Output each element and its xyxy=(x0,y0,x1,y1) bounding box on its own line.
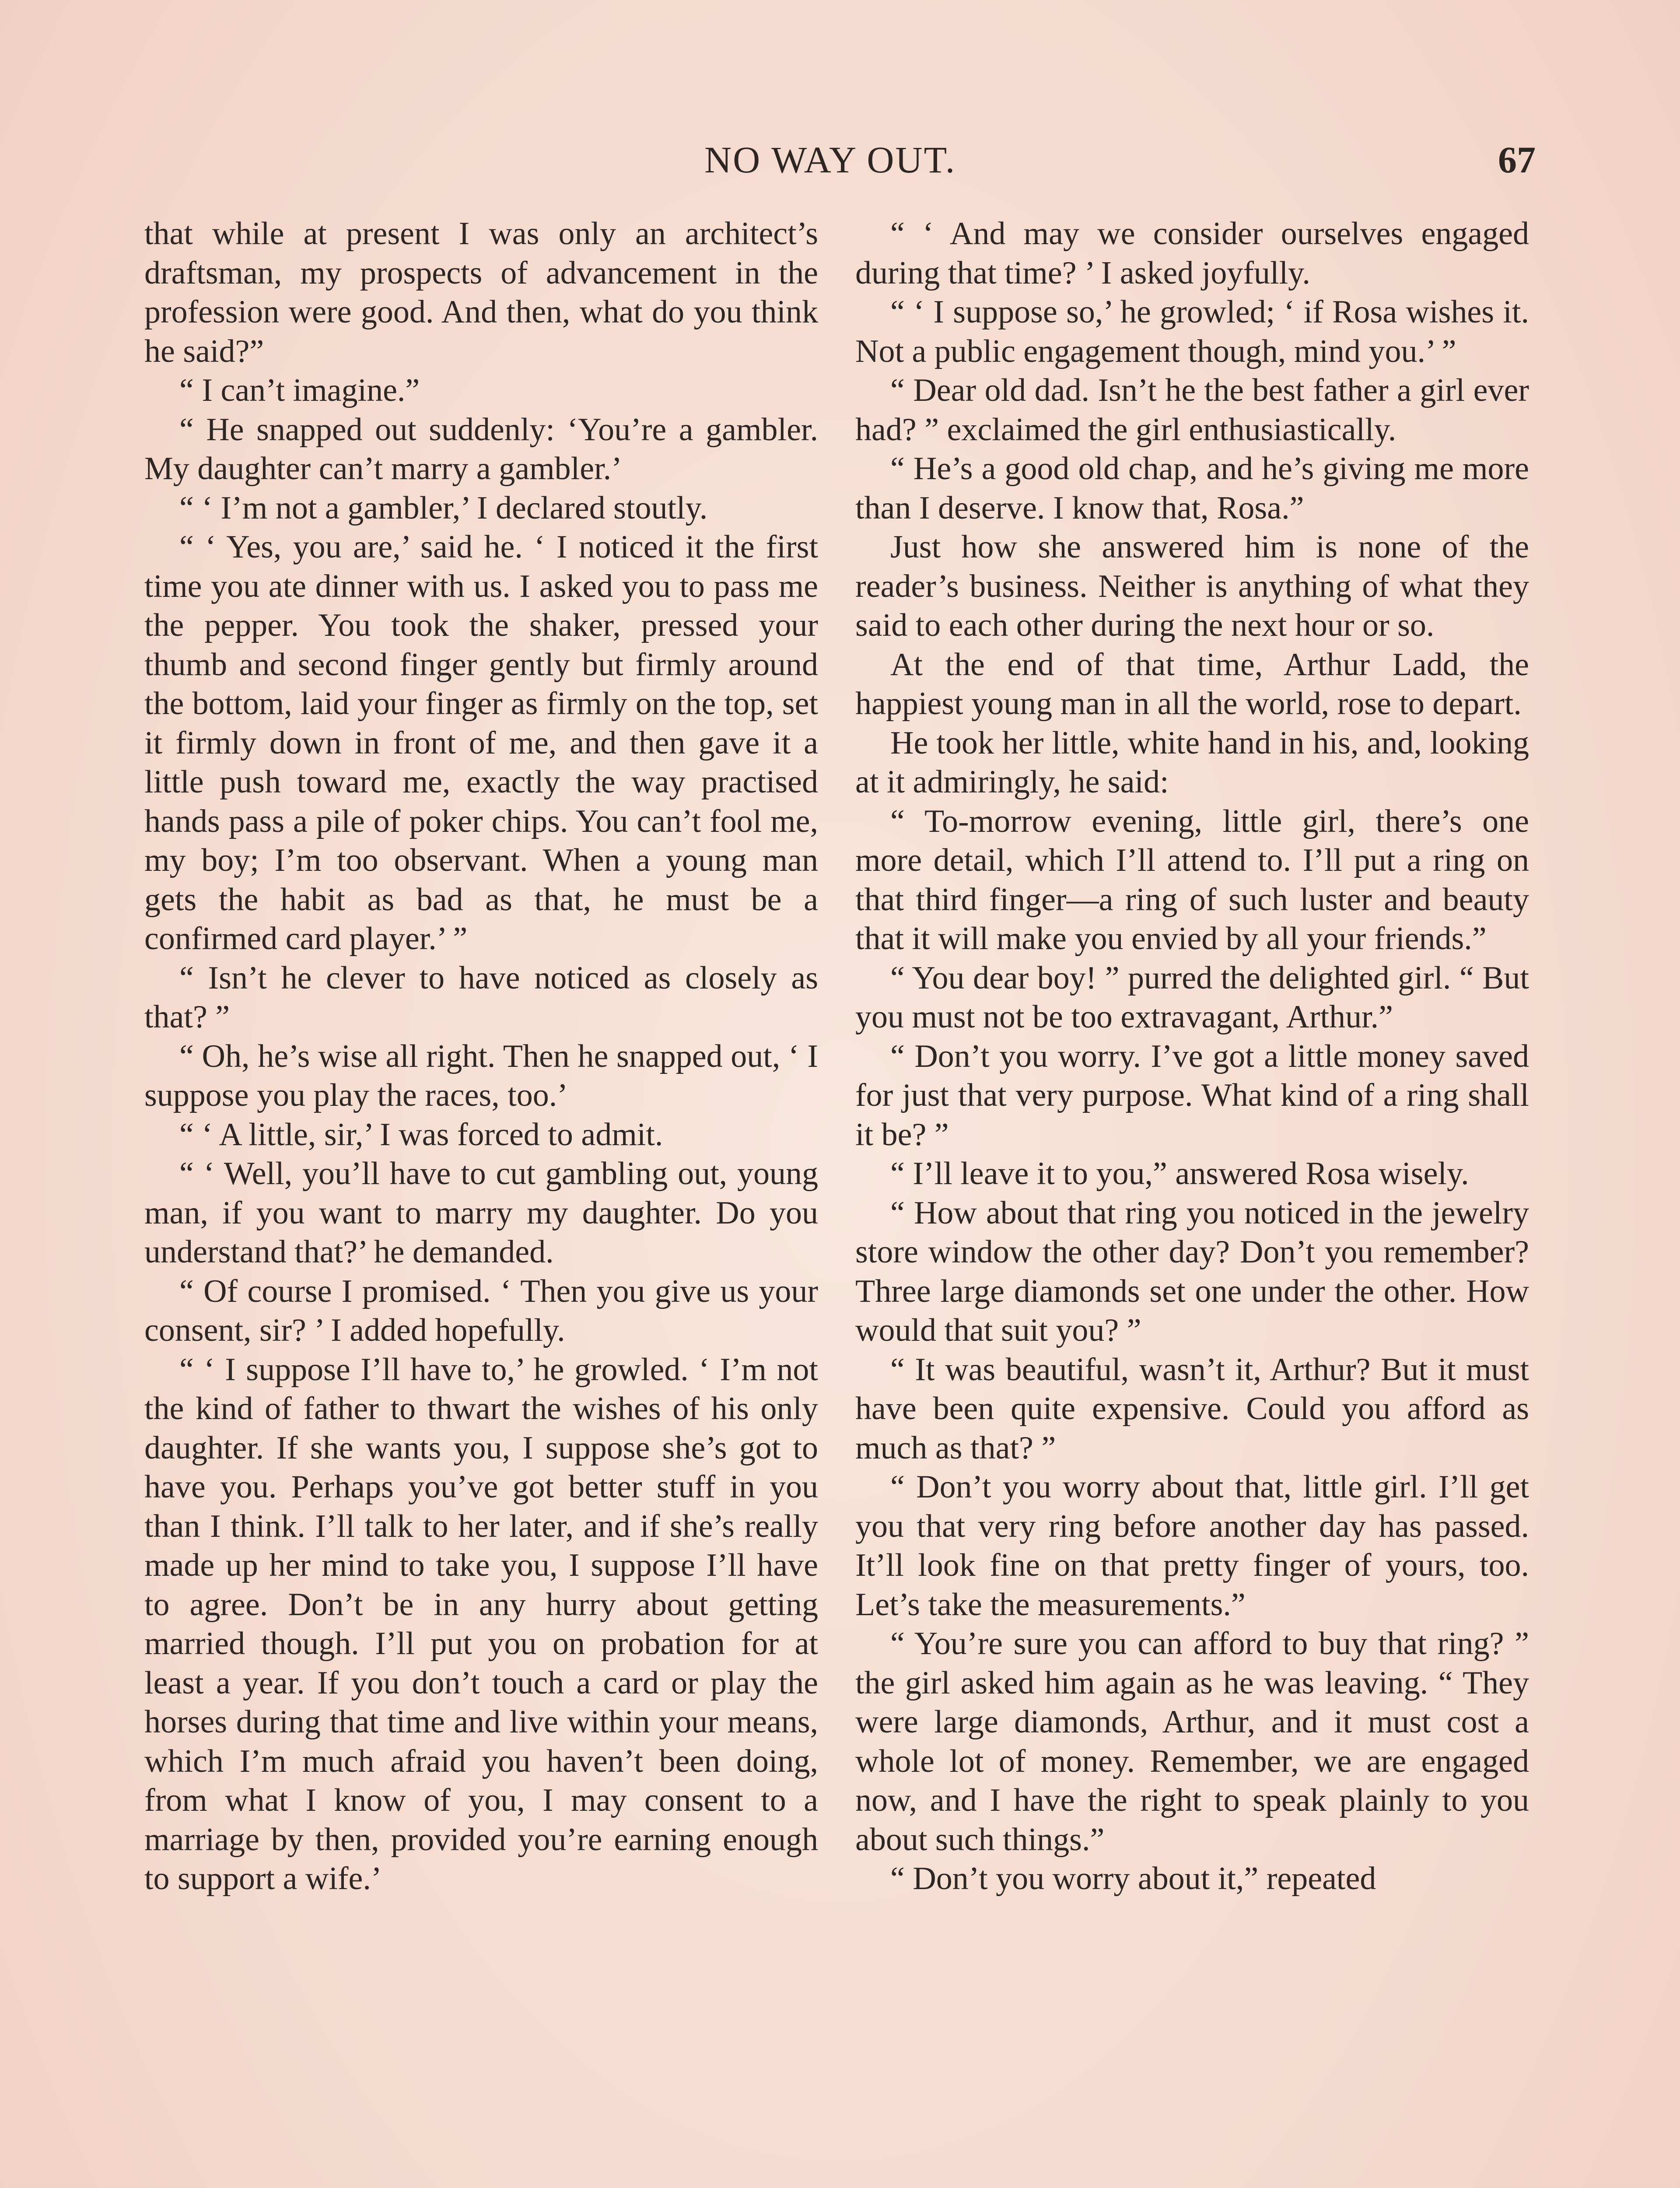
running-title: NO WAY OUT. xyxy=(704,139,956,181)
paragraph: “ Don’t you worry. I’ve got a little money saved for just that very purpose. What kind of a ring shall it be? ” xyxy=(855,1038,1529,1153)
paragraph: “ Don’t you worry about it,” repeated xyxy=(890,1861,1376,1897)
paragraph: “ It was beautiful, wasn’t it, Arthur? But it must have been quite expensive. Could you afford as much as that? ” xyxy=(855,1351,1529,1466)
paragraph: “ How about that ring you noticed in the jewelry store window the other day? Don’t you remember? Three large diamonds set one under the other. How would that suit you? ” xyxy=(855,1195,1529,1348)
paragraph: “ He’s a good old chap, and he’s giving me more than I deserve. I know that, Rosa.” xyxy=(855,451,1529,526)
paragraph: “ I’ll leave it to you,” answered Rosa wisely. xyxy=(890,1156,1469,1192)
paragraph: “ He snapped out suddenly: ‘You’re a gambler. My daughter can’t marry a gambler.’ xyxy=(144,411,818,487)
paragraph: “ ‘ Yes, you are,’ said he. ‘ I noticed it the first time you ate dinner with us. I asked you to pass me the pepper. You took the shaker, pressed your thumb and second finger gently but firmly around the bottom, laid your finger as firmly on the top, set it firmly down in front of me, and then gave it a little push toward me, exactly the way practised hands pass a pile of poker chips. You can’t fool me, my boy; I’m too observant. When a young man gets the habit as bad as that, he must be a confirmed card player.’ ” xyxy=(144,529,818,957)
paragraph: “ ‘ A little, sir,’ I was forced to admit. xyxy=(179,1116,663,1153)
paragraph: At the end of that time, Arthur Ladd, the happiest young man in all the world, rose to depart. xyxy=(855,646,1529,722)
paragraph: “ ‘ I suppose so,’ he growled; ‘ if Rosa wishes it. Not a public engagement though, mind you.’ ” xyxy=(855,294,1529,369)
right-text-column xyxy=(855,214,1529,1899)
paragraph: “ ‘ Well, you’ll have to cut gambling out, young man, if you want to marry my daughter. Do you understand that?’ he demanded. xyxy=(144,1156,818,1270)
page-number: 67 xyxy=(1498,139,1536,181)
paragraph: “ You dear boy! ” purred the delighted girl. “ But you must not be too extravagant, Arthur.” xyxy=(855,960,1529,1035)
paragraph: “ Don’t you worry about that, little girl. I’ll get you that very ring before another day has passed. It’ll look fine on that pretty finger of yours, too. Let’s take the measurements.” xyxy=(855,1469,1529,1623)
paragraph: “ ‘ I suppose I’ll have to,’ he growled. ‘ I’m not the kind of father to thwart the wishes of his only daughter. If she wants you, I suppose she’s got to have you. Perhaps you’ve got better stuff in you than I think. I’ll talk to her later, and if she’s really made up her mind to take you, I suppose I’ll have to agree. Don’t be in any hurry about getting married though. I’ll put you on probation for at least a year. If you don’t touch a card or play the horses during that time and live within your means, which I’m much afraid you haven’t been doing, from what I know of you, I may consent to a marriage by then, provided you’re earning enough to support a wife.’ xyxy=(144,1351,818,1897)
paragraph: He took her little, white hand in his, and, looking at it admiringly, he said: xyxy=(855,725,1529,800)
paragraph: Just how she answered him is none of the reader’s business. Neither is anything of what they said to each other during the next hour or so. xyxy=(855,529,1529,643)
paragraph: “ ‘ And may we consider ourselves engaged during that time? ’ I asked joyfully. xyxy=(855,216,1529,291)
left-text-column xyxy=(144,214,818,1899)
paragraph: “ You’re sure you can afford to buy that ring? ” the girl asked him again as he was leaving. “ They were large diamonds, Arthur, and it must cost a whole lot of money. Remember, we are engaged now, and I have the right to speak plainly to you about such things.” xyxy=(855,1626,1529,1858)
paragraph: “ To-morrow evening, little girl, there’s one more detail, which I’ll attend to. I’ll put a ring on that third finger—a ring of such luster and beauty that it will make you envied by all your friends.” xyxy=(855,803,1529,957)
running-header xyxy=(144,131,1536,188)
paragraph: “ Oh, he’s wise all right. Then he snapped out, ‘ I suppose you play the races, too.’ xyxy=(144,1038,818,1113)
paragraph: “ Dear old dad. Isn’t he the best father a girl ever had? ” exclaimed the girl enthusiastically. xyxy=(855,372,1529,448)
paragraph: “ Of course I promised. ‘ Then you give us your consent, sir? ’ I added hopefully. xyxy=(144,1273,818,1348)
paragraph: “ Isn’t he clever to have noticed as closely as that? ” xyxy=(144,960,818,1035)
paragraph: “ I can’t imagine.” xyxy=(179,372,420,408)
paragraph: that while at present I was only an architect’s draftsman, my prospects of advancement in the profession were good. And then, what do you think he said?” xyxy=(144,216,818,369)
paragraph: “ ‘ I’m not a gambler,’ I declared stoutly. xyxy=(179,490,708,526)
